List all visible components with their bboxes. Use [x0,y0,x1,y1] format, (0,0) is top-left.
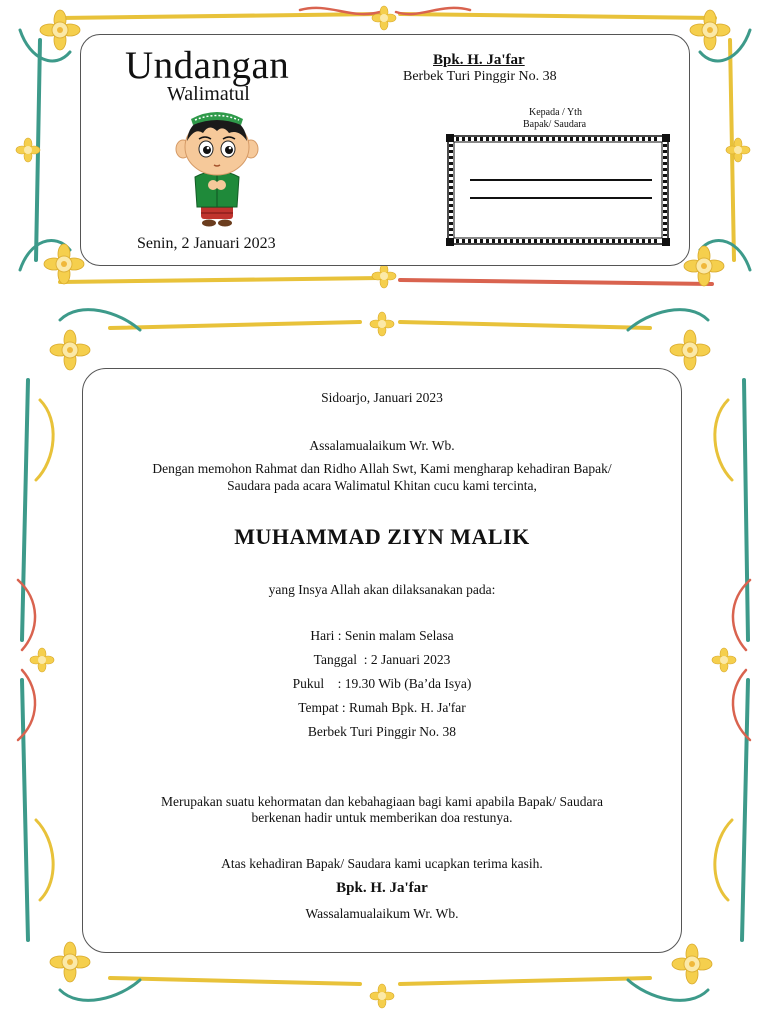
closing-greeting: Wassalamualaikum Wr. Wb. [305,906,459,921]
detail-place: Tempat : Rumah Bpk. H. Ja'far [298,700,466,715]
recipient-heading-line2: Bapak/ Saudara [523,119,587,130]
child-name: MUHAMMAD ZIYN MALIK [234,524,530,549]
recipient-address-box [446,134,670,246]
ornamental-box-border [446,134,670,246]
sender-name: Bpk. H. Ja'far [433,52,525,68]
detail-time: Pukul : 19.30 Wib (Ba’da Isya) [292,676,472,691]
address-line-2 [470,197,652,199]
intro-line-1: Dengan memohon Rahmat dan Ridho Allah Swt, Kami mengharap kehadiran Bapak/ [152,461,612,476]
greeting: Assalamualaikum Wr. Wb. [309,438,455,453]
boy-illustration [173,107,261,231]
sender-address: Berbek Turi Pinggir No. 38 [403,69,557,84]
envelope-card [80,34,690,266]
thanks-text: Atas kehadiran Bapak/ Saudara kami ucapkan terima kasih. [221,856,543,871]
place-date: Sidoarjo, Januari 2023 [321,390,443,405]
recipient-heading-line1: Kepada / Yth [529,107,582,118]
detail-day: Hari : Senin malam Selasa [310,628,454,643]
honor-line-1: Merupakan suatu kehormatan dan kebahagiaan bagi kami apabila Bapak/ Saudara [161,794,603,809]
invitation-subtitle: Walimatul [167,83,250,105]
honor-line-2: berkenan hadir untuk memberikan doa restunya. [251,810,513,825]
detail-date: Tanggal : 2 Januari 2023 [313,652,451,667]
address-line-1 [470,179,652,181]
intro-line-2: Saudara pada acara Walimatul Khitan cucu kami tercinta, [227,478,537,493]
schedule-lead: yang Insya Allah akan dilaksanakan pada: [268,582,496,597]
host-name: Bpk. H. Ja'far [336,880,428,896]
event-date-label: Senin, 2 Januari 2023 [137,235,276,252]
invitation-letter [82,368,682,953]
invitation-title: Undangan [125,44,290,87]
detail-address: Berbek Turi Pinggir No. 38 [307,724,457,739]
